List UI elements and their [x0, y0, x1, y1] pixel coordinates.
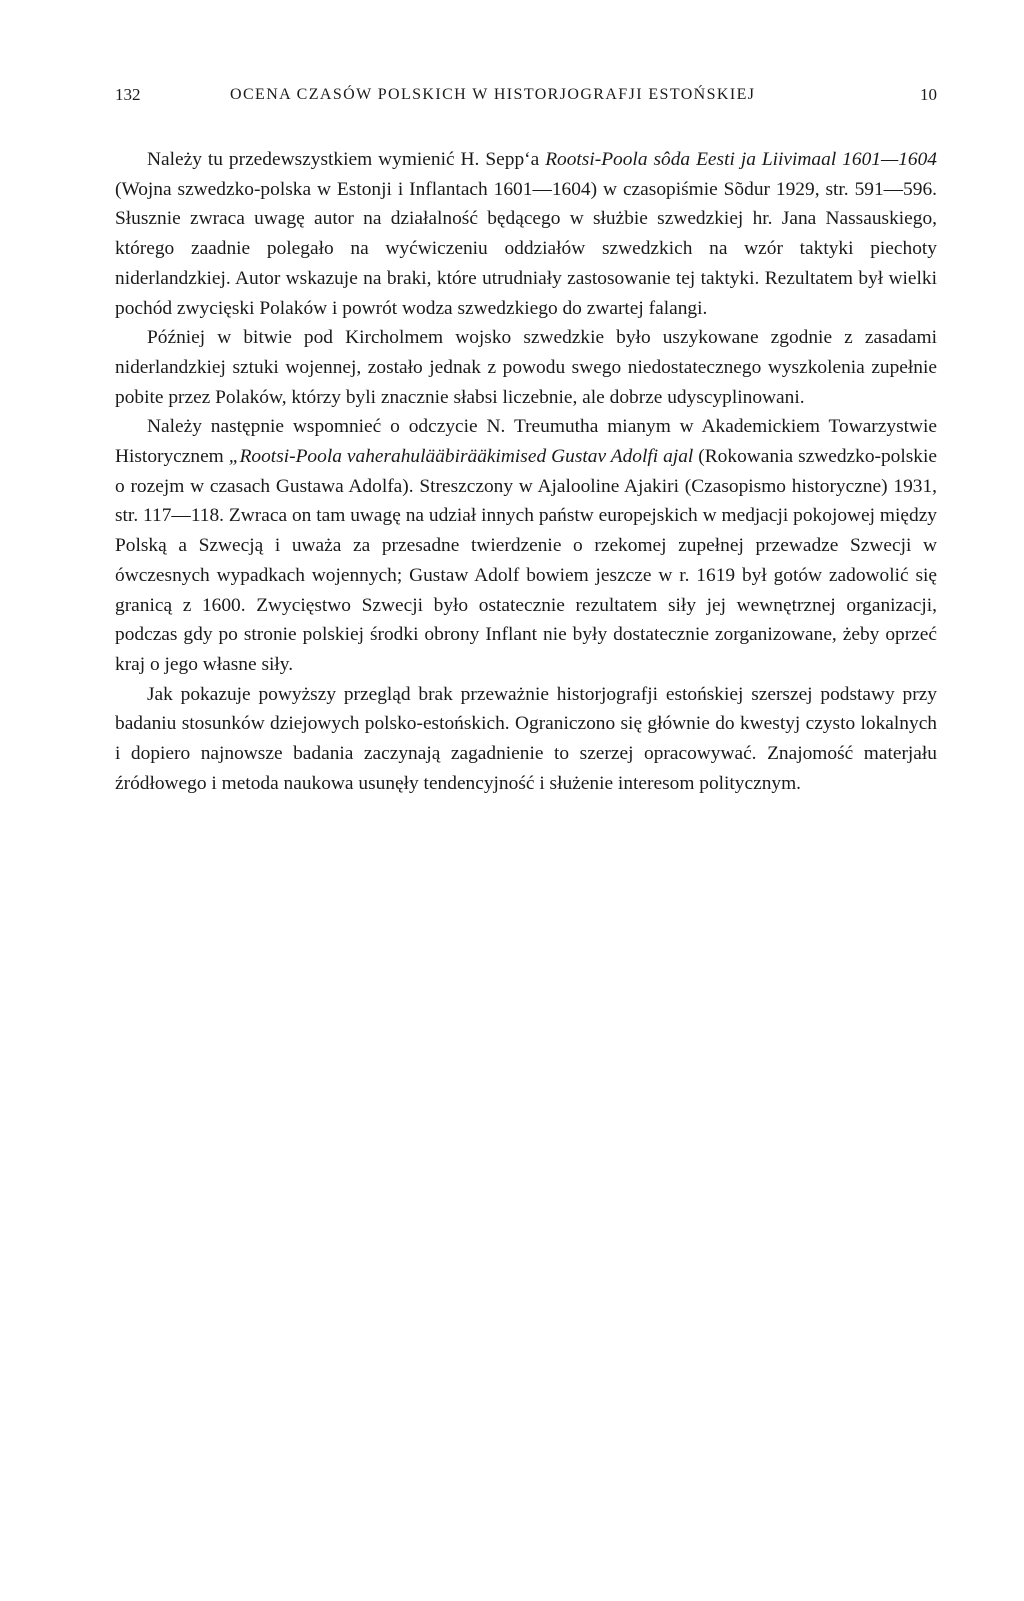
page-number: 132 [115, 85, 141, 104]
paragraph-text: Należy następnie wspomnieć o odczycie N. Treumutha mianym w Akademickiem Towarzystwie Historycznem [115, 416, 937, 468]
paragraph-text: Jak pokazuje powyższy przegląd brak przeważnie historjografji estońskiej szerszej podstawy przy badaniu stosunków dziejowych polsko-estońskich. Ograniczono się głównie do kwestyj czysto lokalnych i dopiero najnowsze badania zaczynają zagadnienie to szerzej opracowywać. Znajomość materjału źródłowego i metoda naukowa usunęły tendencyjność i służenie interesom politycznym. [115, 683, 937, 794]
paragraph [115, 412, 937, 679]
paragraph-text: Później w bitwie pod Kircholmem wojsko szwedzkie było uszykowane zgodnie z zasadami niderlandzkiej sztuki wojennej, zostało jednak z powodu swego niedostatecznego wyszkolenia zupełnie pobite przez Polaków, którzy byli znacznie słabsi liczebnie, ale dobrze udyscyplinowani. [115, 327, 937, 408]
paragraph [115, 680, 937, 799]
body-text [115, 145, 937, 798]
paragraph [115, 145, 937, 323]
section-number: 10 [920, 85, 937, 104]
lecture-title: „Rootsi-Poola vaherahulääbirääkimised Gustav Adolfi ajal [228, 446, 694, 468]
paragraph-text: (Rokowania szwedzko-polskie o rozejm w czasach Gustawa Adolfa). Streszczony w Ajalooline Ajakiri (Czasopismo historyczne) 1931, str. 117—118. Zwraca on tam uwagę na udział innych państw europejskich w medjacji pokojowej między Polską a Szwecją i uważa za przesadne twierdzenie o rzekomej zupełnej przewadze Szwecji w ówczesnych wypadkach wojennych; Gustaw Adolf bowiem jeszcze w r. 1619 był gotów zadowolić się granicą z 1600. Zwycięstwo Szwecji było ostatecznie rezultatem siły jej wewnętrznej organizacji, podczas gdy po stronie polskiej środki obrony Inflant nie były dostatecznie zorganizowane, żeby oprzeć kraj o jego własne siły. [115, 446, 937, 675]
paragraph-text: Należy tu przedewszystkiem wymienić H. Sepp‘a [147, 149, 546, 170]
book-title: Rootsi-Poola sôda Eesti ja Liivimaal 1601—1604 [545, 149, 937, 170]
page-header [115, 80, 937, 110]
running-title: OCENA CZASÓW POLSKICH W HISTORJOGRAFJI ESTOŃSKIEJ [230, 86, 756, 103]
paragraph-text: (Wojna szwedzko-polska w Estonji i Inflantach 1601—1604) w czasopiśmie Sõdur 1929, str. 591—596. Słusznie zwraca uwagę autor na działalność będącego w służbie szwedzkiej hr. Jana Nassauskiego, którego zaadnie polegało na wyćwiczeniu oddziałów szwedzkich na wzór taktyki piechoty niderlandzkiej. Autor wskazuje na braki, które utrudniały zastosowanie tej taktyki. Rezultatem był wielki pochód zwycięski Polaków i powrót wodza szwedzkiego do zwartej falangi. [115, 178, 937, 319]
paragraph [115, 323, 937, 412]
